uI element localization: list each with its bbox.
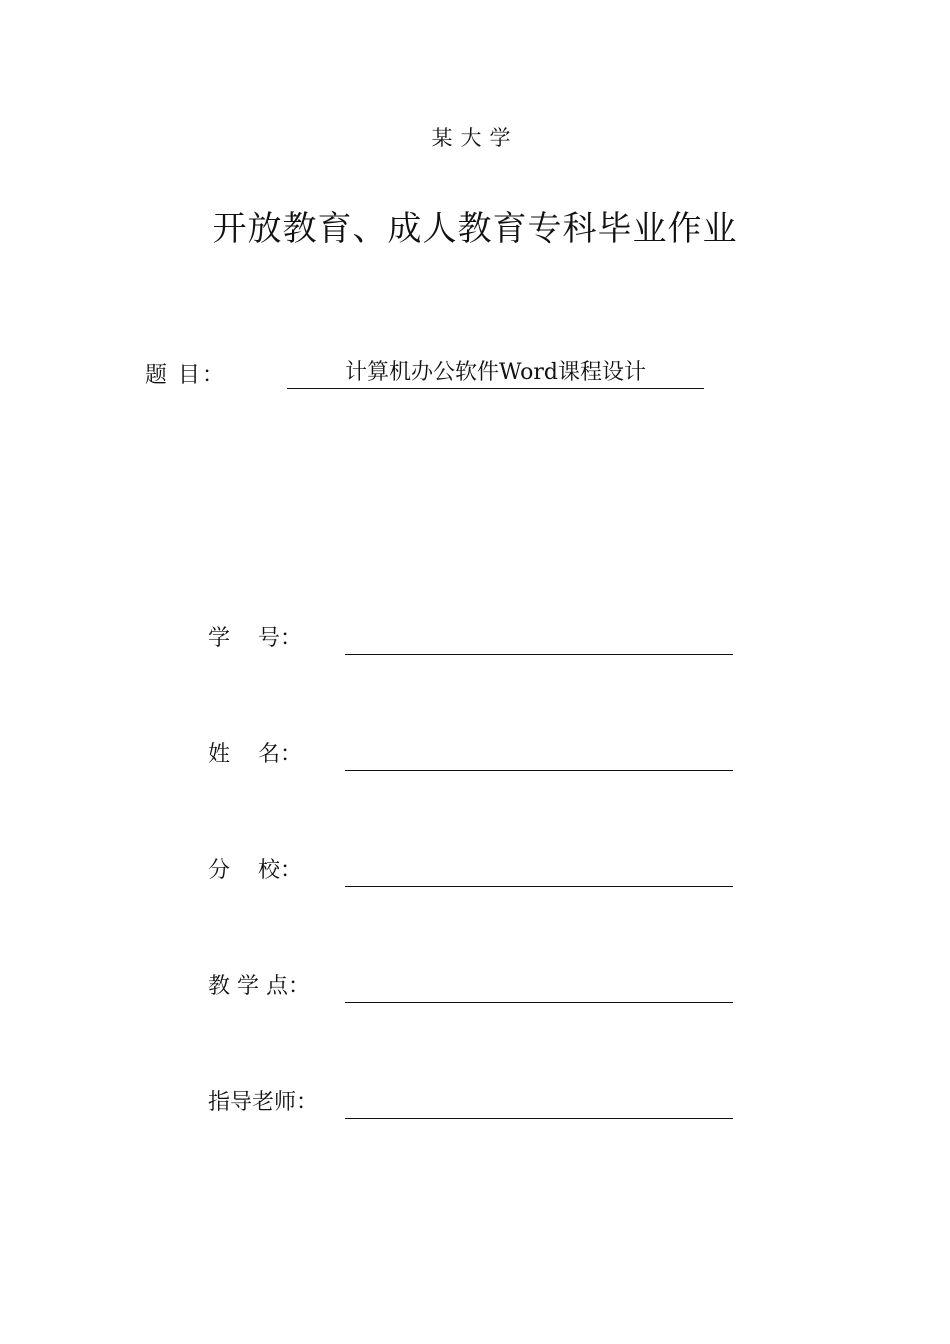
- university-name: 某大学: [431, 126, 519, 150]
- name-row: [208, 738, 734, 772]
- name-field[interactable]: [345, 770, 733, 771]
- teaching-center-row: [208, 970, 734, 1004]
- advisor-field[interactable]: [345, 1118, 733, 1119]
- teaching-center-field[interactable]: [345, 1002, 733, 1003]
- topic-value: 计算机办公软件Word课程设计: [287, 358, 704, 389]
- advisor-row: [208, 1086, 734, 1120]
- student-id-row: [208, 622, 734, 656]
- branch-school-field[interactable]: [345, 886, 733, 887]
- student-id-field[interactable]: [345, 654, 733, 655]
- teaching-center-label: 教 学 点：: [208, 974, 310, 999]
- document-title: 开放教育、成人教育专科毕业作业: [212, 209, 738, 249]
- student-id-label: 学 号：: [208, 626, 302, 651]
- branch-school-label: 分 校：: [208, 858, 302, 883]
- advisor-label: 指导老师：: [208, 1090, 319, 1115]
- branch-school-row: [208, 854, 734, 888]
- topic-label: 题 目：: [145, 363, 226, 388]
- name-label: 姓 名：: [208, 742, 302, 767]
